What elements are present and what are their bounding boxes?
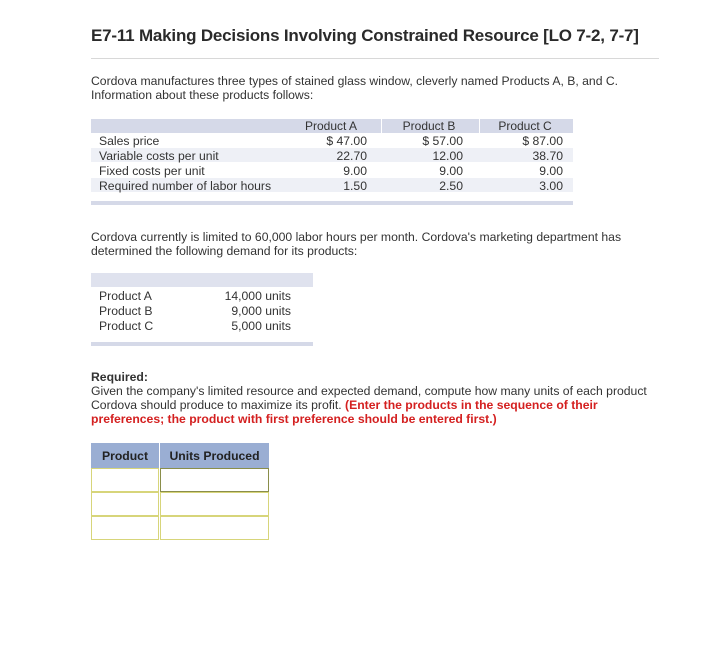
- required-line-1: Given the company's limited resource and expected demand, compute how many units of each product: [91, 384, 647, 398]
- page-title: E7-11 Making Decisions Involving Constrained Resource [LO 7-2, 7-7]: [91, 26, 639, 45]
- units-input-3[interactable]: [160, 516, 269, 540]
- table-bottom-band: [91, 201, 573, 205]
- cell-value: 9.00: [539, 164, 563, 178]
- header-product: Product: [91, 443, 159, 469]
- product-input-2[interactable]: [91, 492, 159, 516]
- column-header-product-a: Product A: [304, 119, 358, 133]
- table-header-band: [91, 273, 313, 287]
- required-paragraph: [91, 370, 701, 426]
- demand-value-product-a: 14,000 units: [224, 289, 291, 303]
- demand-paragraph: [91, 230, 681, 258]
- cell-value: 38.70: [532, 149, 563, 163]
- cell-value: 9.00: [343, 164, 367, 178]
- column-divider: [381, 119, 382, 133]
- intro-line-2: Information about these products follows:: [91, 88, 314, 102]
- cell-value: 2.50: [439, 179, 463, 193]
- demand-label-product-a: Product A: [99, 289, 152, 303]
- instruction-red-2: preferences; the product with first preference should be entered first.): [91, 412, 497, 426]
- cell-value: 9.00: [439, 164, 463, 178]
- demand-label-product-c: Product C: [99, 319, 154, 333]
- product-input-3[interactable]: [91, 516, 159, 540]
- table-bottom-band: [91, 342, 313, 346]
- cell-value: 12.00: [432, 149, 463, 163]
- cell-value: $ 87.00: [522, 134, 563, 148]
- demand-label-product-b: Product B: [99, 304, 153, 318]
- column-header-product-c: Product C: [498, 119, 552, 133]
- instruction-red-1: (Enter the products in the sequence of their: [345, 398, 598, 412]
- row-label-variable-costs: Variable costs per unit: [99, 149, 219, 163]
- cell-value: $ 57.00: [422, 134, 463, 148]
- cell-value: 3.00: [539, 179, 563, 193]
- cell-value: $ 47.00: [326, 134, 367, 148]
- demand-value-product-b: 9,000 units: [231, 304, 291, 318]
- required-line-2: [91, 398, 701, 412]
- column-divider: [479, 119, 480, 133]
- cell-value: 22.70: [336, 149, 367, 163]
- demand-line-1: Cordova currently is limited to 60,000 labor hours per month. Cordova's marketing department has: [91, 230, 622, 244]
- intro-line-1: Cordova manufactures three types of stained glass window, cleverly named Products A, B, and C.: [91, 74, 619, 88]
- demand-value-product-c: 5,000 units: [231, 319, 291, 333]
- product-input-1[interactable]: [91, 468, 159, 492]
- required-line-2-plain: Cordova should produce to maximize its profit.: [91, 398, 342, 412]
- column-header-product-b: Product B: [402, 119, 456, 133]
- header-units-produced: Units Produced: [160, 443, 269, 469]
- cell-value: 1.50: [343, 179, 367, 193]
- demand-line-2: determined the following demand for its products:: [91, 244, 358, 258]
- title-divider: [91, 58, 659, 59]
- row-label-sales-price: Sales price: [99, 134, 160, 148]
- product-info-table: [91, 119, 573, 205]
- row-label-labor-hours: Required number of labor hours: [99, 179, 272, 193]
- units-input-2[interactable]: [160, 492, 269, 516]
- required-label: Required:: [91, 370, 148, 384]
- units-input-1[interactable]: [160, 468, 269, 492]
- intro-paragraph: [91, 74, 681, 102]
- row-label-fixed-costs: Fixed costs per unit: [99, 164, 205, 178]
- demand-table: [91, 273, 313, 346]
